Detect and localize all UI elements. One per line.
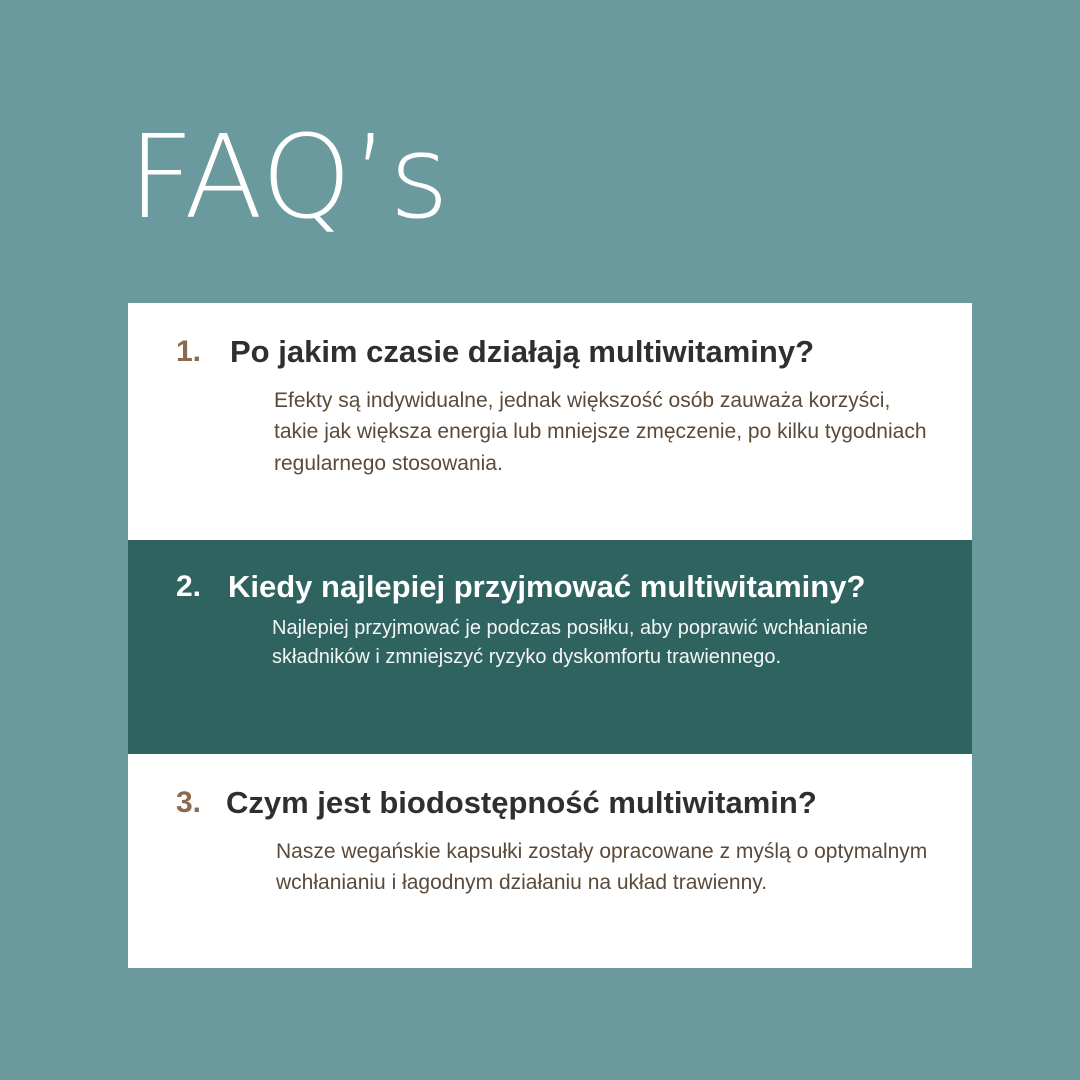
faq-question: Kiedy najlepiej przyjmować multiwitaminy? xyxy=(228,569,866,604)
faq-answer: Efekty są indywidualne, jednak większość osób zauważa korzyści, takie jak większa energia lub mniejsze zmęczenie, po kilku tygodniach regularnego stosowania. xyxy=(274,388,927,475)
faq-question-row xyxy=(176,784,932,822)
faq-question-row xyxy=(176,568,932,606)
faq-item-number: 1. xyxy=(176,335,202,368)
faq-item-1 xyxy=(128,303,972,540)
faq-answer: Nasze wegańskie kapsułki zostały opracowane z myślą o optymalnym wchłanianiu i łagodnym działaniu na układ trawienny. xyxy=(276,839,928,894)
faq-question: Czym jest biodostępność multiwitamin? xyxy=(226,785,817,820)
faq-question-row xyxy=(176,333,932,371)
page-title: FAQ’s xyxy=(128,111,450,245)
faq-item-number: 2. xyxy=(176,570,202,603)
faq-question: Po jakim czasie działają multiwitaminy? xyxy=(230,334,815,369)
faq-item-number: 3. xyxy=(176,786,202,819)
faq-list xyxy=(128,303,972,968)
faq-item-2 xyxy=(128,540,972,754)
faq-answer: Najlepiej przyjmować je podczas posiłku, aby poprawić wchłanianie składników i zmniejszyć ryzyko dyskomfortu trawiennego. xyxy=(272,616,868,668)
faq-item-3 xyxy=(128,754,972,968)
